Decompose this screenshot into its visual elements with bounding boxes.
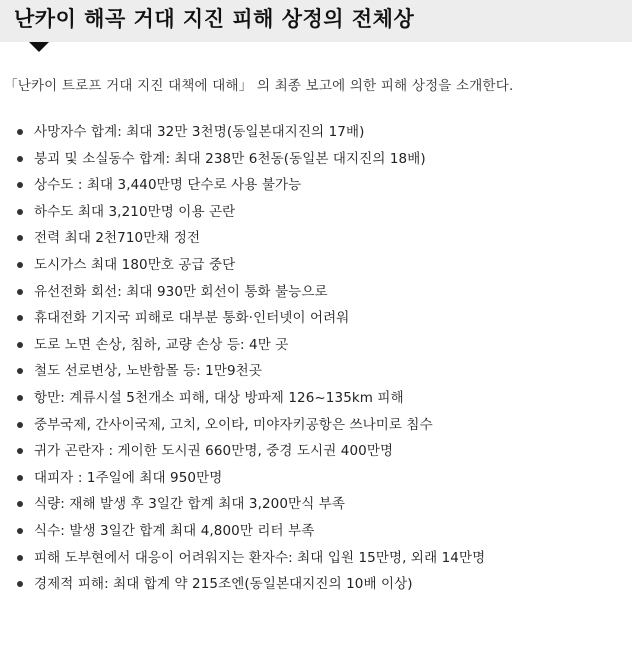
list-item-text: 휴대전화 기지국 피해로 대부분 통화·인터넷이 어려워 xyxy=(34,310,350,327)
bullet-icon xyxy=(17,289,23,295)
list-item-text: 도로 노면 손상, 침하, 교량 손상 등: 4만 곳 xyxy=(34,336,289,353)
bullet-icon xyxy=(17,475,23,481)
bullet-icon xyxy=(17,448,23,454)
list-item-text: 중부국제, 간사이국제, 고치, 오이타, 미야자키공항은 쓰나미로 침수 xyxy=(34,416,433,433)
title-pointer-arrow xyxy=(29,42,49,52)
list-item-text: 대피자 : 1주일에 최대 950만명 xyxy=(34,469,223,486)
intro-text: 「난카이 트로프 거대 지진 대책에 대해」 의 최종 보고에 의한 피해 상정을 소개한다. xyxy=(4,78,514,94)
title-bar xyxy=(0,0,632,42)
bullet-icon xyxy=(17,528,23,534)
bullet-icon xyxy=(17,395,23,401)
list-item-text: 경제적 피해: 최대 합계 약 215조엔(동일본대지진의 10배 이상) xyxy=(34,576,413,593)
bullet-icon xyxy=(17,581,23,587)
list-item-text: 도시가스 최대 180만호 공급 중단 xyxy=(34,256,236,273)
list-item-text: 사망자수 합계: 최대 32만 3천명(동일본대지진의 17배) xyxy=(34,124,365,140)
list-item-text: 유선전화 회선: 최대 930만 회선이 통화 불능으로 xyxy=(34,283,328,300)
list-item-text: 피해 도부현에서 대응이 어려워지는 환자수: 최대 입원 15만명, 외래 14만명 xyxy=(34,549,486,566)
bullet-icon xyxy=(17,209,23,215)
bullet-icon xyxy=(17,156,23,162)
list-item-text: 항만: 계류시설 5천개소 피해, 대상 방파제 126~135km 피해 xyxy=(34,389,404,406)
bullet-icon xyxy=(17,501,23,507)
bullet-icon xyxy=(17,262,23,268)
bullet-icon xyxy=(17,555,23,561)
list-item-text: 식수: 발생 3일간 합계 최대 4,800만 리터 부족 xyxy=(34,522,315,539)
list-item-text: 붕괴 및 소실동수 합계: 최대 238만 6천동(동일본 대지진의 18배) xyxy=(34,150,426,167)
bullet-icon xyxy=(17,182,23,188)
bullet-icon xyxy=(17,422,23,428)
bullet-icon xyxy=(17,235,23,241)
page-title: 난카이 해곡 거대 지진 피해 상정의 전체상 xyxy=(14,7,415,31)
bullet-icon xyxy=(17,315,23,321)
bullet-icon xyxy=(17,342,23,348)
list-item-text: 전력 최대 2천710만채 정전 xyxy=(34,230,201,247)
list-item-text: 식량: 재해 발생 후 3일간 합계 최대 3,200만식 부족 xyxy=(34,496,346,513)
list-item-text: 하수도 최대 3,210만명 이용 곤란 xyxy=(34,203,236,220)
bullet-icon xyxy=(17,368,23,374)
bullet-icon xyxy=(17,129,23,135)
list-item-text: 철도 선로변상, 노반함몰 등: 1만9천곳 xyxy=(34,363,262,380)
list-item-text: 귀가 곤란자 : 게이한 도시권 660만명, 중경 도시권 400만명 xyxy=(34,443,394,460)
list-item-text: 상수도 : 최대 3,440만명 단수로 사용 불가능 xyxy=(34,177,302,194)
